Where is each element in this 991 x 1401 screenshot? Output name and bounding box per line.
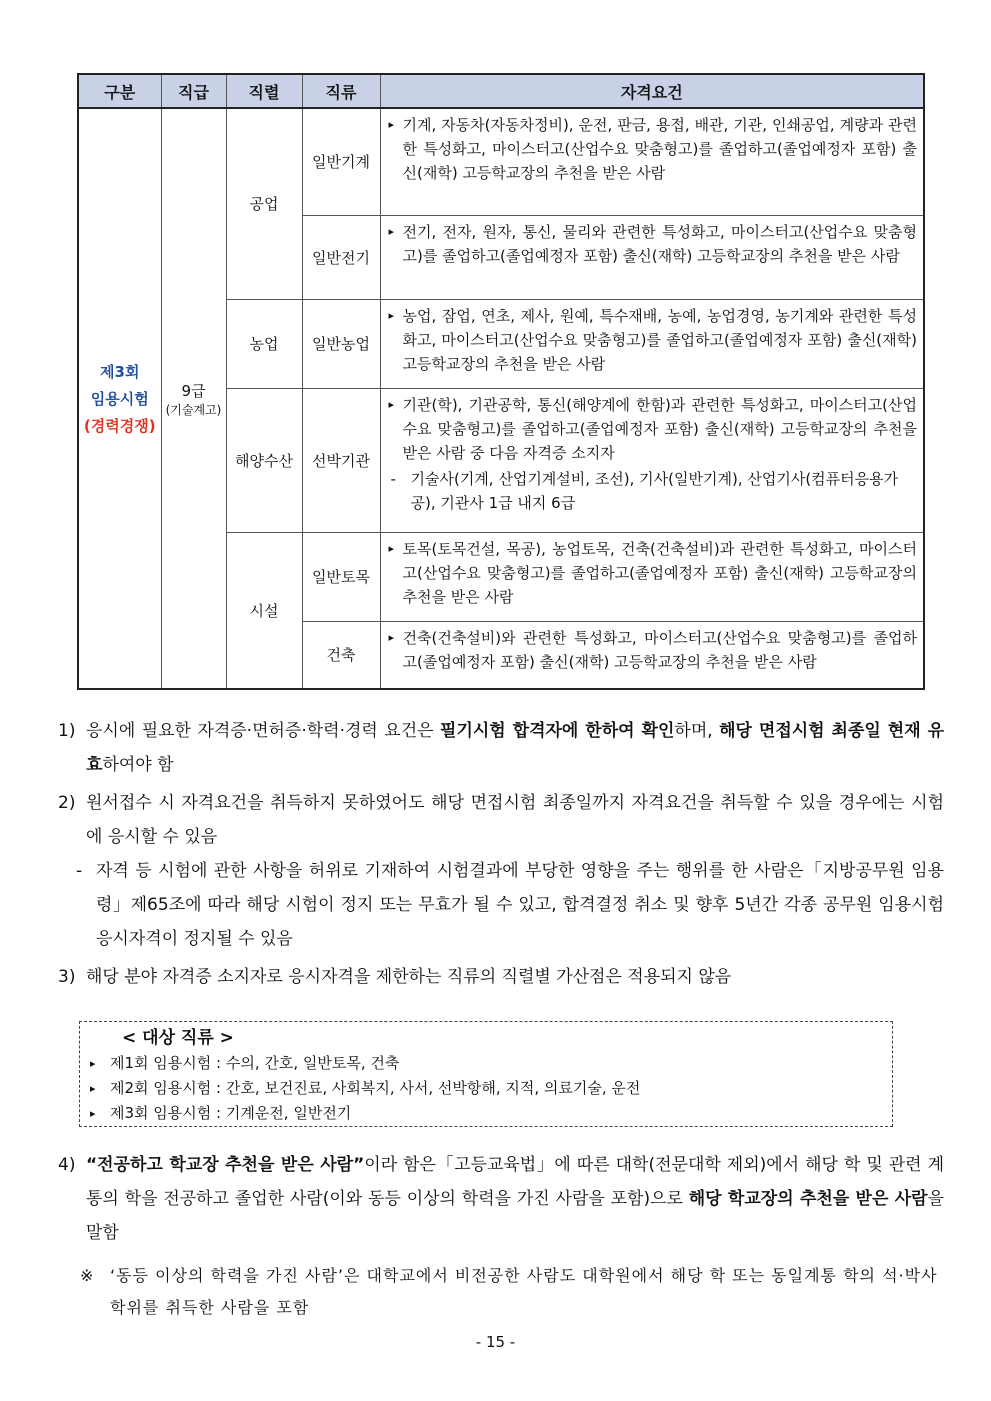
category-cell — [78, 108, 161, 689]
qualification-cell: ▸ 농업, 잠업, 연초, 제사, 원예, 특수재배, 농예, 농업경영, 농기계와 관련한 특성화고, 마이스터고(산업수요 맞춤형고)를 졸업하고(졸업예정자 포함) 출신(재학) 고등학교장의 추천을 받은 사람 — [380, 299, 924, 388]
group-facility: 시설 — [226, 532, 302, 689]
notes-section — [58, 714, 944, 994]
table-header-row — [78, 74, 924, 108]
class-cell: 일반토목 — [302, 532, 380, 621]
bullet-icon: ▸ — [388, 308, 395, 322]
bullet-icon: ▸ — [90, 1057, 96, 1070]
class-cell: 일반농업 — [302, 299, 380, 388]
requirements-table — [77, 73, 925, 690]
qualification-cell: ▸ 기계, 자동차(자동차정비), 운전, 판금, 용접, 배관, 기관, 인쇄공업, 계량과 관련한 특성화고, 마이스터고(산업수요 맞춤형고)를 졸업하고(졸업예정자 포함) 출신(재학) 고등학교장의 추천을 받은 사람 — [380, 108, 924, 215]
grade-cell — [161, 108, 226, 689]
table-row — [78, 108, 924, 215]
note-3: 3) 해당 분야 자격증 소지자로 응시자격을 제한하는 직류의 직렬별 가산점은 적용되지 않음 — [58, 967, 732, 987]
bullet-icon: ▸ — [388, 118, 395, 131]
group-agriculture: 농업 — [226, 299, 302, 388]
bullet-icon: ▸ — [388, 224, 395, 238]
qualification-cell: ▸ 전기, 전자, 원자, 통신, 물리와 관련한 특성화고, 마이스터고(산업수요 맞춤형고)를 졸업하고(졸업예정자 포함) 출신(재학) 고등학교장의 추천을 받은 사람 — [380, 215, 924, 299]
qualification-cell: ▸ 토목(토목건설, 목공), 농업토목, 건축(건축설비)과 관련한 특성화고, 마이스터고(산업수요 맞춤형고)를 졸업하고(졸업예정자 포함) 출신(재학) 고등학교장의 추천을 받은 사람 — [380, 532, 924, 621]
class-cell: 선박기관 — [302, 388, 380, 532]
bullet-icon: ▸ — [90, 1107, 96, 1120]
class-cell: 일반기계 — [302, 108, 380, 215]
note-2-dash: - 자격 등 시험에 관한 사항을 허위로 기재하여 시험결과에 부당한 영향을 주는 행위를 한 사람은「지방공무원 임용령」제65조에 따라 해당 시험이 정지 또는 무효가 될 수 있고, 합격결정 취소 및 향후 5년간 각종 공무원 임용시험 응시자격이 정지될 수 있음 — [76, 861, 944, 949]
grade-main: 9급 — [181, 381, 206, 400]
list-item: ▸ 제2회 임용시험 : 간호, 보건진료, 사회복지, 사서, 선박항해, 지적, 의료기술, 운전 — [90, 1076, 892, 1101]
bullet-icon: ▸ — [388, 630, 395, 644]
box-title: < 대상 직류 > — [122, 1028, 234, 1048]
bullet-icon: ▸ — [388, 541, 395, 555]
remark: ※ ‘동등 이상의 학력을 가진 사람’은 대학교에서 비전공한 사람도 대학원에서 해당 학 또는 동일계통 학의 석·박사 학위를 취득한 사람을 포함 — [80, 1266, 938, 1317]
list-item: ▸ 제1회 임용시험 : 수의, 간호, 일반토목, 건축 — [90, 1051, 892, 1076]
qualification-cell: ▸ 건축(건축설비)와 관련한 특성화고, 마이스터고(산업수요 맞춤형고)를 졸업하고(졸업예정자 포함) 출신(재학) 고등학교장의 추천을 받은 사람 — [380, 621, 924, 689]
header-class: 직류 — [302, 74, 380, 108]
target-class-box — [79, 1021, 893, 1127]
group-industry: 공업 — [226, 108, 302, 299]
header-qualification: 자격요건 — [380, 74, 924, 108]
list-item: ▸ 제3회 임용시험 : 기계운전, 일반전기 — [90, 1101, 892, 1126]
grade-sub: (기술계고) — [165, 402, 222, 417]
class-cell: 일반전기 — [302, 215, 380, 299]
notes-section-2 — [58, 1148, 944, 1324]
qualification-cell: ▸ 기관(학), 기관공학, 통신(해양계에 한함)과 관련한 특성화고, 마이스터고(산업수요 맞춤형고)를 졸업하고(졸업예정자 포함) 출신(재학) 고등학교장의 추천을 받은 사람 중 다음 자격증 소지자 - 기술사(기계, 산업기계설비, 조선), 기사(일반기계), 산업기사(컴퓨터응용가공), 기관사 1급 내지 6급 — [380, 388, 924, 532]
bullet-icon: ▸ — [90, 1082, 96, 1095]
category-line2: 임용시험 — [90, 390, 149, 408]
category-line1: 제3회 — [100, 363, 140, 381]
group-maritime: 해양수산 — [226, 388, 302, 532]
bullet-icon: ▸ — [388, 397, 395, 411]
header-grade: 직급 — [161, 74, 226, 108]
note-1: 1) 응시에 필요한 자격증·면허증·학력·경력 요건은 필기시험 합격자에 한하여 확인하며, 해당 면접시험 최종일 현재 유효하여야 함 — [58, 721, 944, 775]
page-number: - 15 - — [475, 1333, 516, 1351]
note-2: 2) 원서접수 시 자격요건을 취득하지 못하였어도 해당 면접시험 최종일까지 자격요건을 취득할 수 있을 경우에는 시험에 응시할 수 있음 — [58, 793, 944, 847]
header-category: 구분 — [78, 74, 161, 108]
class-cell: 건축 — [302, 621, 380, 689]
category-line3: (경력경쟁) — [83, 417, 156, 435]
note-4: 4) “전공하고 학교장 추천을 받은 사람”이라 함은「고등교육법」에 따른 대학(전문대학 제외)에서 해당 학 및 관련 계통의 학을 전공하고 졸업한 사람(이와 동등 이상의 학력을 가진 사람을 포함)으로 해당 학교장의 추천을 받은 사람을 말함 — [58, 1155, 944, 1243]
header-series: 직렬 — [226, 74, 302, 108]
